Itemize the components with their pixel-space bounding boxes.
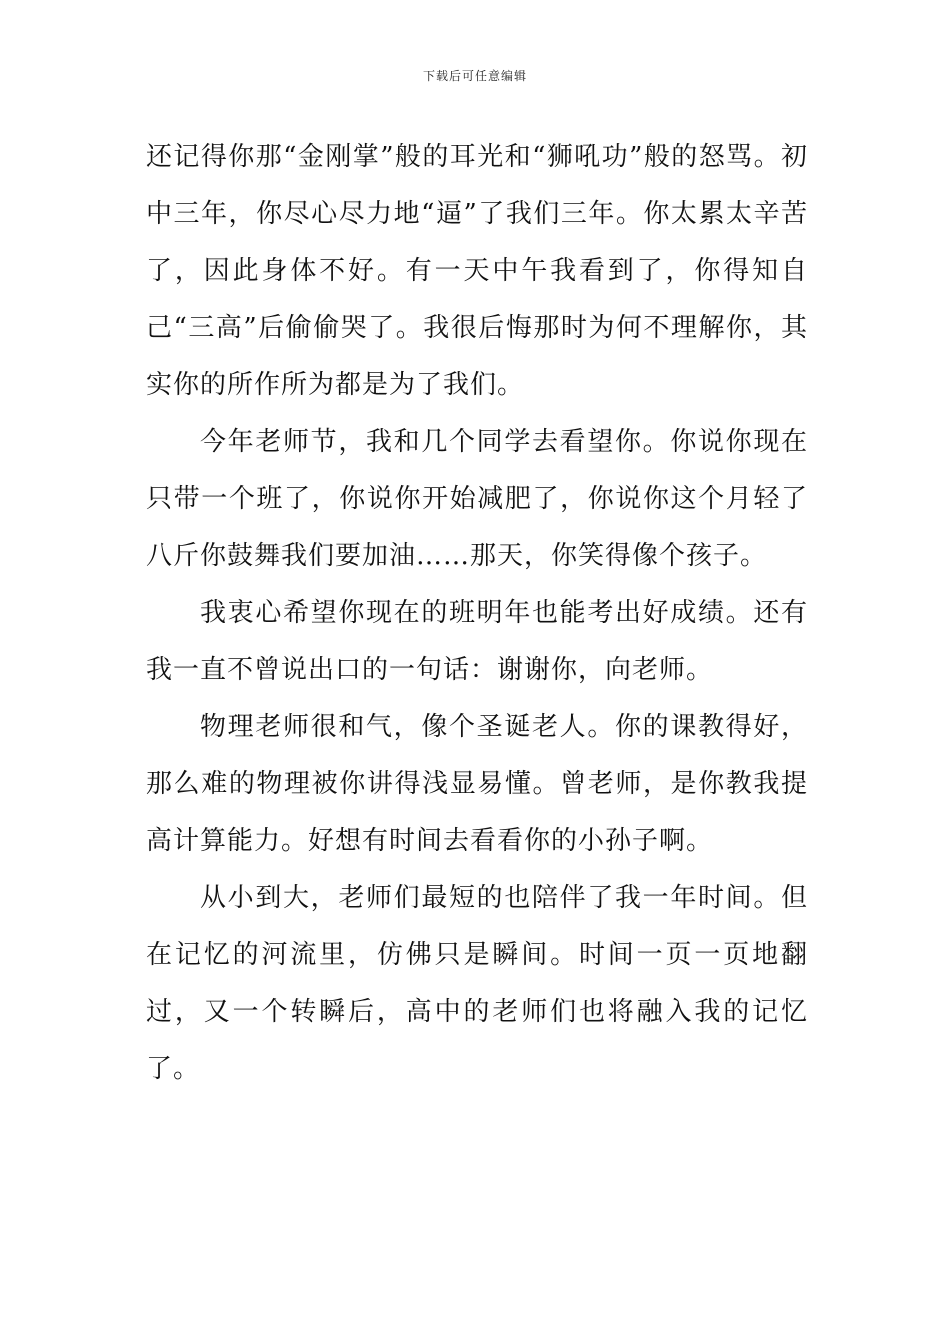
paragraph-1: 还记得你那“金刚掌”般的耳光和“狮吼功”般的怒骂。初中三年，你尽心尽力地“逼”了我们三年。你太累太辛苦了，因此身体不好。有一天中午我看到了，你得知自己“三高”后偷偷哭了。我很后悔那时为何不理解你，其实你的所作所为都是为了我们。 <box>146 142 808 400</box>
document-body <box>146 129 808 1098</box>
page-header: 下载后可任意编辑 <box>422 69 527 83</box>
paragraph-3: 我衷心希望你现在的班明年也能考出好成绩。还有我一直不曾说出口的一句话：谢谢你，向老师。 <box>146 598 808 685</box>
paragraph-5: 从小到大，老师们最短的也陪伴了我一年时间。但在记忆的河流里，仿佛只是瞬间。时间一页一页地翻过，又一个转瞬后，高中的老师们也将融入我的记忆了。 <box>146 883 808 1084</box>
paragraph-2: 今年老师节，我和几个同学去看望你。你说你现在只带一个班了，你说你开始减肥了，你说你这个月轻了八斤你鼓舞我们要加油……那天，你笑得像个孩子。 <box>146 427 808 571</box>
paragraph-4: 物理老师很和气，像个圣诞老人。你的课教得好，那么难的物理被你讲得浅显易懂。曾老师，是你教我提高计算能力。好想有时间去看看你的小孙子啊。 <box>146 712 808 856</box>
